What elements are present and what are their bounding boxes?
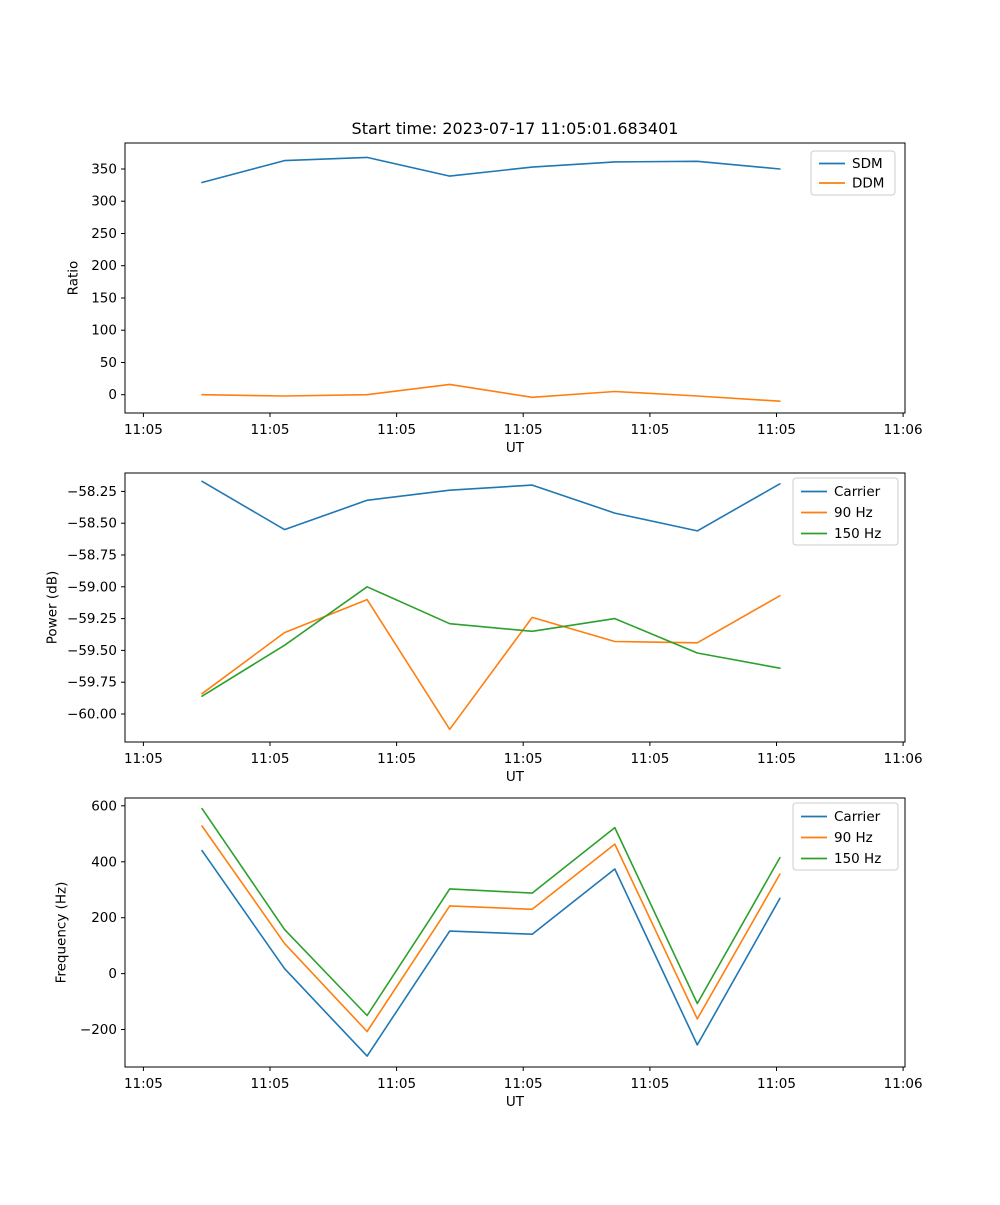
- x-tick-label: 11:05: [503, 751, 543, 767]
- line-carrier: [202, 851, 780, 1057]
- y-tick-label: 0: [108, 387, 117, 404]
- x-tick-label: 11:05: [630, 422, 670, 438]
- x-tick-label: 11:05: [630, 751, 670, 767]
- subplot-ratio: [66, 143, 923, 456]
- axes-spines: [125, 473, 905, 742]
- y-tick-label: 150: [91, 290, 117, 307]
- x-tick-label: 11:05: [630, 1076, 670, 1092]
- subplot-power-db: [45, 473, 923, 785]
- x-tick-label: 11:06: [883, 751, 923, 767]
- x-tick-label: 11:05: [123, 422, 163, 438]
- legend-label: 150 Hz: [834, 526, 882, 542]
- x-tick-label: 11:05: [377, 1076, 417, 1092]
- y-tick-label: −200: [79, 1022, 117, 1038]
- legend-label: 90 Hz: [834, 505, 873, 521]
- legend: [811, 151, 895, 195]
- legend-label: 150 Hz: [834, 851, 882, 867]
- subplot-frequency-hz: [54, 798, 923, 1110]
- x-tick-label: 11:05: [757, 1076, 796, 1092]
- line-ddm: [202, 384, 780, 401]
- y-tick-label: 350: [91, 161, 117, 178]
- y-tick-label: 200: [91, 258, 117, 275]
- x-tick-label: 11:06: [883, 1076, 923, 1092]
- x-tick-label: 11:06: [883, 422, 923, 438]
- x-tick-label: 11:05: [123, 751, 163, 767]
- legend: [793, 803, 898, 870]
- y-tick-label: 100: [91, 322, 117, 339]
- x-axis-label: UT: [505, 1094, 525, 1110]
- legend-label: SDM: [852, 156, 883, 172]
- axes-spines: [125, 143, 905, 413]
- x-tick-label: 11:05: [757, 751, 796, 767]
- x-tick-label: 11:05: [503, 422, 543, 438]
- y-tick-label: −59.50: [67, 642, 117, 659]
- y-tick-label: 600: [91, 798, 117, 815]
- figure-title: Start time: 2023-07-17 11:05:01.683401: [351, 119, 679, 138]
- y-tick-label: −59.75: [67, 674, 117, 691]
- x-tick-label: 11:05: [123, 1076, 163, 1092]
- x-tick-label: 11:05: [503, 1076, 543, 1092]
- x-tick-label: 11:05: [250, 751, 290, 767]
- x-tick-label: 11:05: [377, 751, 417, 767]
- y-tick-label: 200: [91, 910, 117, 927]
- x-tick-label: 11:05: [377, 422, 417, 438]
- y-axis-label: Ratio: [65, 260, 82, 296]
- y-tick-label: 300: [91, 193, 117, 210]
- legend-label: Carrier: [834, 484, 881, 500]
- x-axis-label: UT: [505, 769, 525, 785]
- x-tick-label: 11:05: [250, 422, 290, 438]
- y-tick-label: −59.00: [67, 579, 117, 596]
- line-carrier: [202, 481, 780, 531]
- line-150-hz: [202, 587, 780, 696]
- y-tick-label: −60.00: [67, 706, 117, 723]
- legend-label: Carrier: [834, 809, 881, 825]
- y-axis-label: Frequency (Hz): [53, 881, 70, 984]
- y-axis-label: Power (dB): [44, 570, 61, 645]
- legend-label: 90 Hz: [834, 830, 873, 846]
- legend: [793, 478, 898, 545]
- y-tick-label: −58.50: [67, 515, 117, 532]
- axes-spines: [125, 798, 905, 1067]
- line-150-hz: [202, 809, 780, 1016]
- y-tick-label: −58.75: [67, 547, 117, 564]
- line-90-hz: [202, 826, 780, 1032]
- x-tick-label: 11:05: [250, 1076, 290, 1092]
- line-90-hz: [202, 596, 780, 730]
- x-axis-label: UT: [505, 440, 525, 456]
- y-tick-label: −58.25: [67, 483, 117, 500]
- x-tick-label: 11:05: [757, 422, 796, 438]
- legend-label: DDM: [852, 175, 885, 192]
- y-tick-label: 0: [108, 966, 117, 983]
- y-tick-label: 50: [99, 355, 117, 371]
- y-tick-label: 400: [91, 854, 117, 871]
- subplots-group: [45, 143, 923, 1110]
- y-tick-label: 250: [91, 226, 117, 242]
- line-sdm: [202, 157, 780, 182]
- y-tick-label: −59.25: [67, 611, 117, 628]
